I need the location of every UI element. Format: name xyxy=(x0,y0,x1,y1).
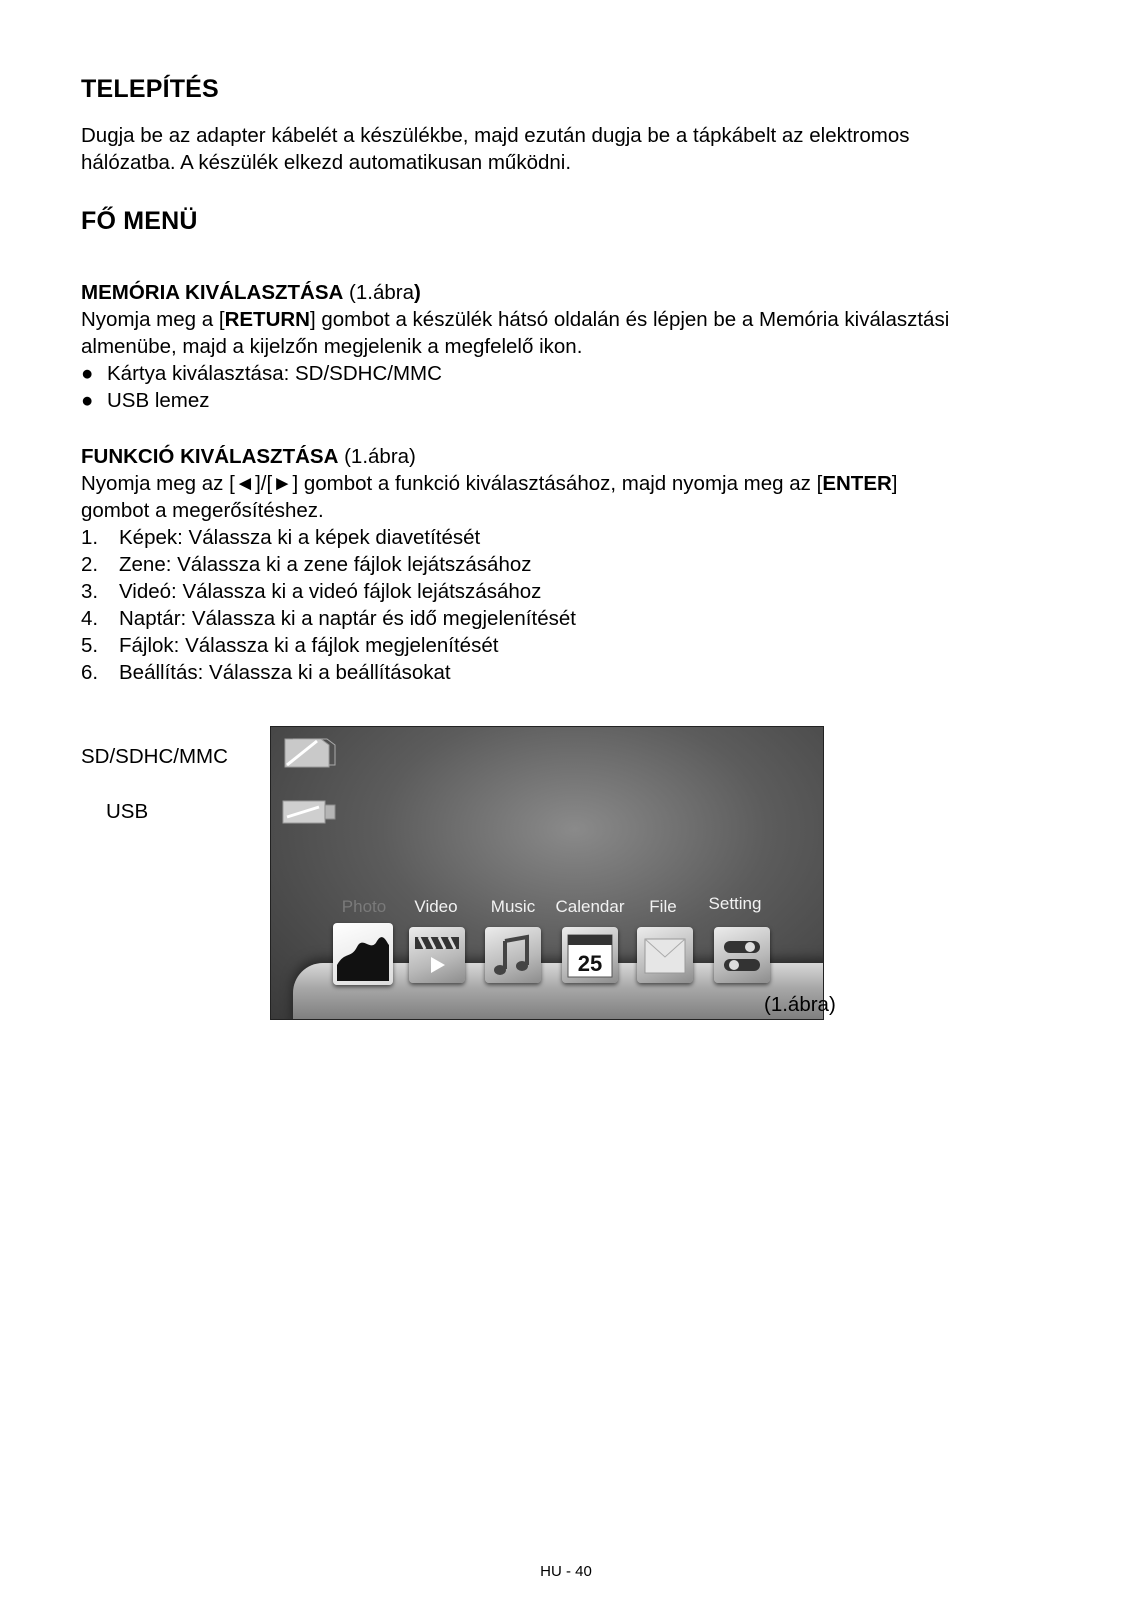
figure-caption: (1.ábra) xyxy=(764,993,836,1016)
menu-label-photo[interactable]: Photo xyxy=(341,897,387,916)
function-text-1c: ] xyxy=(891,472,898,495)
function-ref: (1.ábra) xyxy=(344,445,416,468)
menu-label-video[interactable]: Video xyxy=(414,897,458,916)
main-menu-screenshot xyxy=(270,726,824,1020)
main-menu-heading: FŐ MENÜ xyxy=(81,207,198,235)
install-heading: TELEPÍTÉS xyxy=(81,75,219,103)
setting-icon[interactable] xyxy=(714,927,770,983)
item-text: Beállítás: Válassza ki a beállításokat xyxy=(119,661,451,684)
page-number: HU - 40 xyxy=(540,1563,592,1580)
menu-label-calendar[interactable]: Calendar xyxy=(555,897,625,916)
item-number: 6. xyxy=(81,661,99,684)
menu-label-music[interactable]: Music xyxy=(490,897,536,916)
return-key-label: RETURN xyxy=(224,308,310,331)
bullet-dot: ● xyxy=(81,362,94,385)
function-list-item xyxy=(81,551,532,578)
bullet-text: USB lemez xyxy=(107,389,210,412)
bullet-dot: ● xyxy=(81,389,94,412)
function-subheading xyxy=(81,443,416,470)
function-text-line-1 xyxy=(81,470,898,497)
sd-card-icon xyxy=(279,735,339,771)
menu-label-setting[interactable]: Setting xyxy=(708,894,762,913)
memory-ref: (1.ábra xyxy=(349,281,414,304)
calendar-day: 25 xyxy=(577,951,603,976)
item-text: Videó: Válassza ki a videó fájlok lejátszásához xyxy=(119,580,542,603)
item-text: Képek: Válassza ki a képek diavetítését xyxy=(119,526,481,549)
function-title: FUNKCIÓ KIVÁLASZTÁSA xyxy=(81,445,339,468)
function-list-item xyxy=(81,578,541,605)
calendar-icon[interactable] xyxy=(562,927,618,983)
file-icon[interactable] xyxy=(637,927,693,983)
item-number: 5. xyxy=(81,634,99,657)
item-text: Naptár: Válassza ki a naptár és idő megjelenítését xyxy=(119,607,576,630)
bullet-text: Kártya kiválasztása: SD/SDHC/MMC xyxy=(107,362,442,385)
item-number: 3. xyxy=(81,580,99,603)
memory-text-1c: ] gombot a készülék hátsó oldalán és lépjen be a Memória kiválasztási xyxy=(309,308,950,331)
function-text-line-2: gombot a megerősítéshez. xyxy=(81,499,324,522)
function-list-item xyxy=(81,605,576,632)
install-text-line-2: hálózatba. A készülék elkezd automatikusan működni. xyxy=(81,151,572,174)
install-text-line-1: Dugja be az adapter kábelét a készülékbe, majd ezután dugja be a tápkábelt az elektromos xyxy=(81,124,910,147)
function-list-item xyxy=(81,632,498,659)
sd-label: SD/SDHC/MMC xyxy=(81,745,228,768)
memory-title: MEMÓRIA KIVÁLASZTÁSA xyxy=(81,281,344,304)
usb-icon xyxy=(279,793,339,829)
memory-bullet xyxy=(81,360,442,387)
item-text: Fájlok: Válassza ki a fájlok megjelenítését xyxy=(119,634,499,657)
menu-label-file[interactable]: File xyxy=(649,897,677,916)
item-number: 4. xyxy=(81,607,99,630)
video-icon[interactable] xyxy=(409,927,465,983)
memory-subheading xyxy=(81,279,421,306)
memory-text-line-1 xyxy=(81,306,949,333)
memory-text-line-2: almenübe, majd a kijelzőn megjelenik a megfelelő ikon. xyxy=(81,335,583,358)
item-number: 2. xyxy=(81,553,99,576)
item-number: 1. xyxy=(81,526,99,549)
item-text: Zene: Válassza ki a zene fájlok lejátszásához xyxy=(119,553,532,576)
enter-key-label: ENTER xyxy=(822,472,892,495)
memory-ref-close: ) xyxy=(414,281,421,304)
function-list-item xyxy=(81,524,480,551)
music-icon[interactable] xyxy=(485,927,541,983)
memory-bullet xyxy=(81,387,210,414)
function-text-1a: Nyomja meg az [◄]/[►] gombot a funkció kiválasztásához, majd nyomja meg az [ xyxy=(81,472,823,495)
memory-text-1a: Nyomja meg a [ xyxy=(81,308,225,331)
photo-icon[interactable] xyxy=(333,923,393,985)
usb-label: USB xyxy=(106,800,149,823)
function-list-item xyxy=(81,659,451,686)
